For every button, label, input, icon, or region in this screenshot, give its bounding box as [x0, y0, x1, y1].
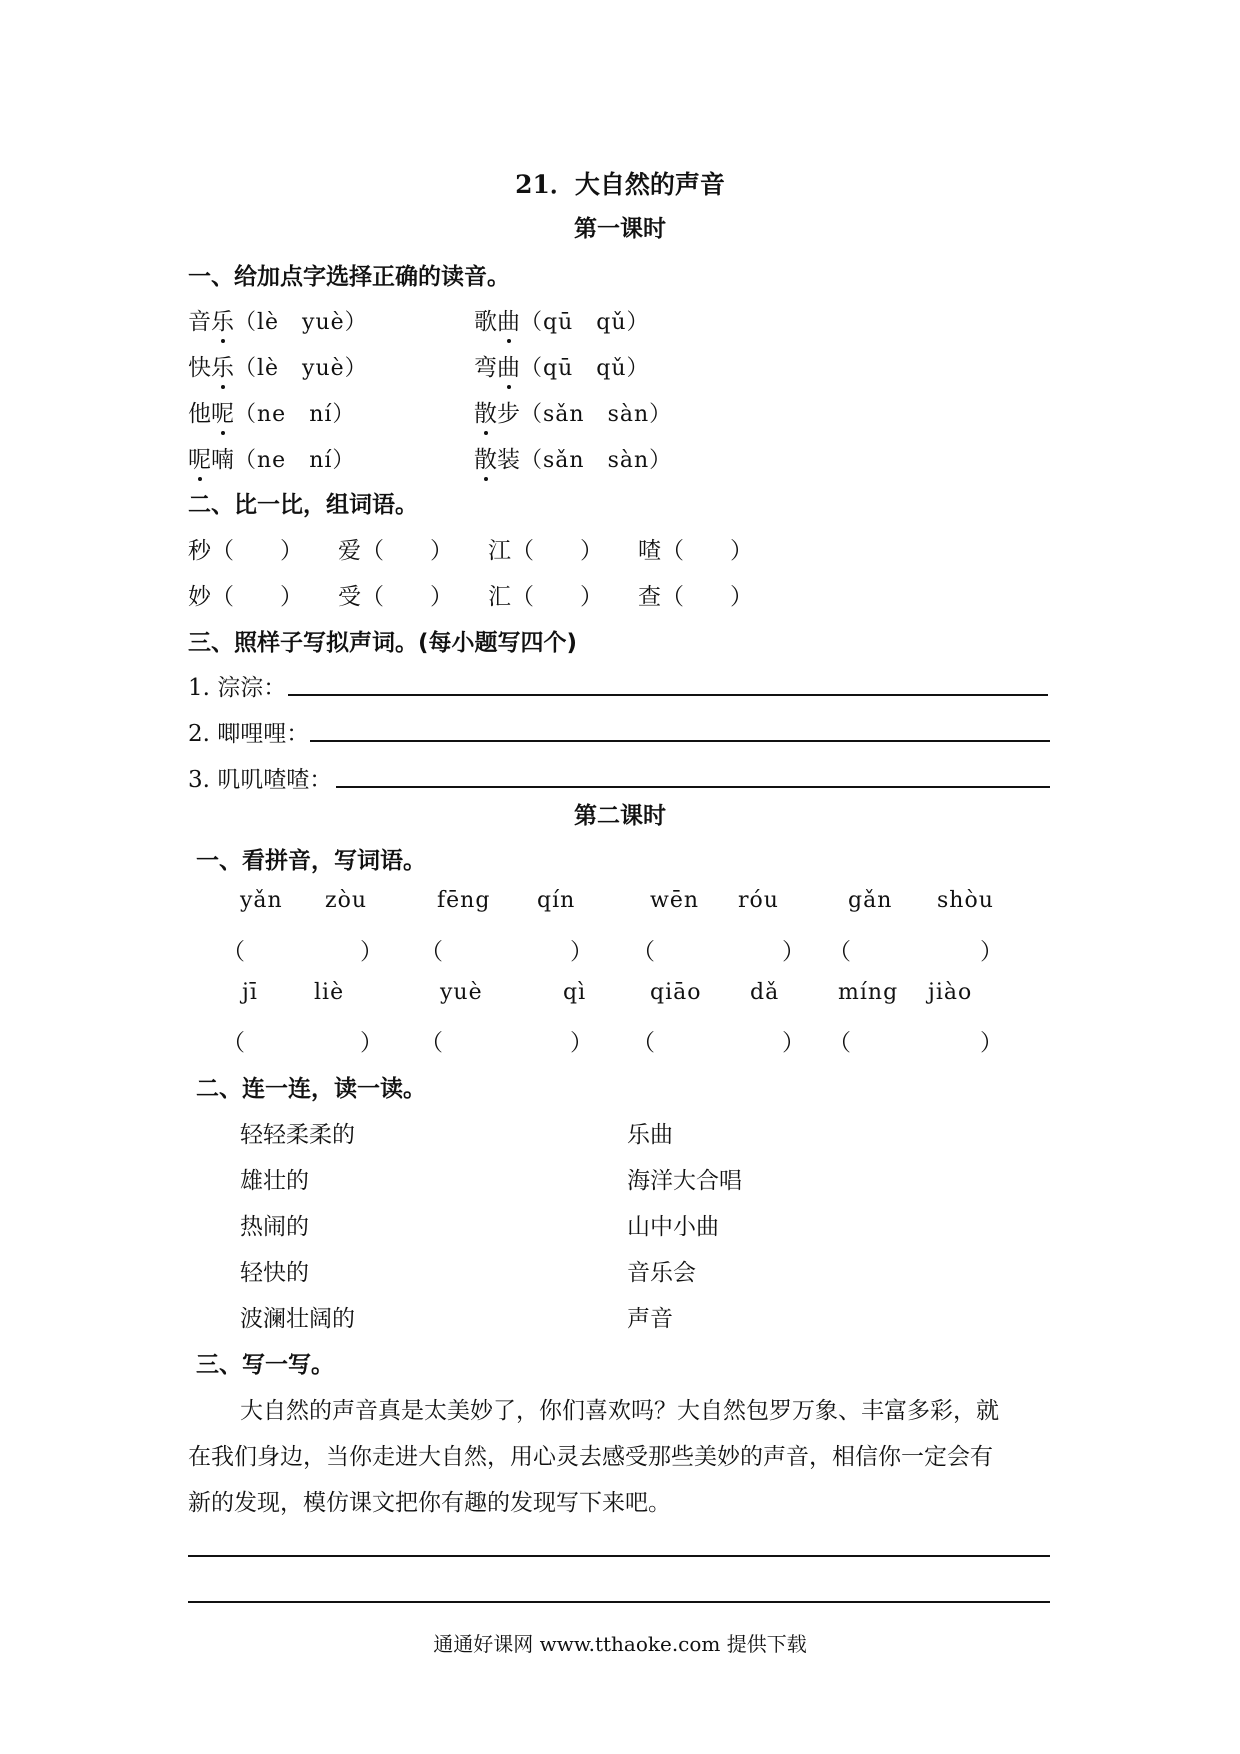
- pinyin: liè: [314, 980, 345, 1005]
- lesson2-heading: 第二课时: [574, 802, 666, 829]
- paren-close: ）: [570, 1030, 593, 1056]
- answer-line[interactable]: [288, 694, 1048, 696]
- paren-close: ）: [782, 1030, 805, 1056]
- page-title: 21．大自然的声音: [515, 170, 725, 199]
- paragraph-line: 新的发现，模仿课文把你有趣的发现写下来吧。: [188, 1490, 671, 1516]
- match-right-item[interactable]: 声音: [627, 1306, 673, 1332]
- match-right-item[interactable]: 山中小曲: [627, 1214, 719, 1240]
- writing-line[interactable]: [188, 1555, 1050, 1557]
- l1-q1-item: 散步（sǎn sàn）: [474, 395, 672, 428]
- pinyin: fēng: [437, 888, 491, 913]
- paren-open: （: [828, 1030, 851, 1056]
- paren-open: （: [420, 1030, 443, 1056]
- l1-q1-title: 一、给加点字选择正确的读音。: [188, 264, 510, 290]
- match-left-item[interactable]: 轻轻柔柔的: [240, 1122, 355, 1148]
- l1-q2-cell: 查（ ）: [638, 584, 753, 610]
- l1-q1-item: 呢喃（ne ní）: [188, 441, 355, 474]
- l2-q1-title: 一、看拼音，写词语。: [196, 848, 426, 874]
- paragraph-line: 大自然的声音真是太美妙了，你们喜欢吗？大自然包罗万象、丰富多彩，就: [240, 1398, 999, 1424]
- footer: 通通好课网 www.tthaoke.com 提供下载: [433, 1632, 807, 1656]
- l1-q2-title: 二、比一比，组词语。: [188, 492, 418, 518]
- pinyin: míng: [838, 980, 899, 1005]
- paren-open: （: [222, 1030, 245, 1056]
- l1-q1-item: 歌曲（qū qǔ）: [474, 303, 650, 336]
- l1-q1-item: 散装（sǎn sàn）: [474, 441, 672, 474]
- pinyin: shòu: [937, 888, 994, 913]
- pinyin: zòu: [325, 888, 368, 913]
- paren-close: ）: [980, 1030, 1003, 1056]
- match-right-item[interactable]: 乐曲: [627, 1122, 673, 1148]
- l1-q3-label: 2. 唧哩哩：: [188, 721, 310, 747]
- paragraph-line: 在我们身边，当你走进大自然，用心灵去感受那些美妙的声音，相信你一定会有: [188, 1444, 993, 1470]
- paren-open: （: [632, 1030, 655, 1056]
- l1-q2-cell: 秒（ ）: [188, 538, 303, 564]
- l1-q3-label: 3. 叽叽喳喳：: [188, 767, 333, 793]
- l1-q1-item: 音乐（lè yuè）: [188, 303, 368, 336]
- match-left-item[interactable]: 波澜壮阔的: [240, 1306, 355, 1332]
- paren-open: （: [420, 939, 443, 965]
- pinyin: jī: [242, 980, 258, 1005]
- paren-open: （: [632, 939, 655, 965]
- paren-open: （: [828, 939, 851, 965]
- l1-q2-cell: 受（ ）: [338, 584, 453, 610]
- pinyin: qì: [563, 980, 587, 1005]
- pinyin: róu: [738, 888, 779, 913]
- l1-q2-cell: 喳（ ）: [638, 538, 753, 564]
- lesson1-heading: 第一课时: [574, 215, 666, 242]
- l1-q2-cell: 汇（ ）: [488, 584, 603, 610]
- paren-close: ）: [980, 939, 1003, 965]
- pinyin: yǎn: [240, 888, 283, 913]
- l1-q2-cell: 江（ ）: [488, 538, 603, 564]
- pinyin: jiào: [928, 980, 973, 1005]
- pinyin: gǎn: [848, 888, 893, 913]
- answer-line[interactable]: [336, 786, 1050, 788]
- paren-open: （: [222, 939, 245, 965]
- match-left-item[interactable]: 雄壮的: [240, 1168, 309, 1194]
- paren-close: ）: [570, 939, 593, 965]
- writing-line[interactable]: [188, 1601, 1050, 1603]
- l2-q3-title: 三、写一写。: [196, 1352, 334, 1378]
- pinyin: wēn: [650, 888, 700, 913]
- match-right-item[interactable]: 音乐会: [627, 1260, 696, 1286]
- match-left-item[interactable]: 热闹的: [240, 1214, 309, 1240]
- paren-close: ）: [782, 939, 805, 965]
- l2-q2-title: 二、连一连，读一读。: [196, 1076, 426, 1102]
- l1-q1-item: 弯曲（qū qǔ）: [474, 349, 650, 382]
- l1-q2-cell: 爱（ ）: [338, 538, 453, 564]
- match-right-item[interactable]: 海洋大合唱: [627, 1168, 742, 1194]
- pinyin: yuè: [440, 980, 483, 1005]
- l1-q1-item: 他呢（ne ní）: [188, 395, 355, 428]
- pinyin: qiāo: [650, 980, 702, 1005]
- l1-q3-title: 三、照样子写拟声词。(每小题写四个): [188, 630, 578, 656]
- answer-line[interactable]: [310, 740, 1050, 742]
- l1-q2-cell: 妙（ ）: [188, 584, 303, 610]
- l1-q1-item: 快乐（lè yuè）: [188, 349, 368, 382]
- match-left-item[interactable]: 轻快的: [240, 1260, 309, 1286]
- pinyin: qín: [537, 888, 576, 913]
- pinyin: dǎ: [750, 980, 780, 1005]
- paren-close: ）: [360, 939, 383, 965]
- l1-q3-label: 1. 淙淙：: [188, 675, 287, 701]
- paren-close: ）: [360, 1030, 383, 1056]
